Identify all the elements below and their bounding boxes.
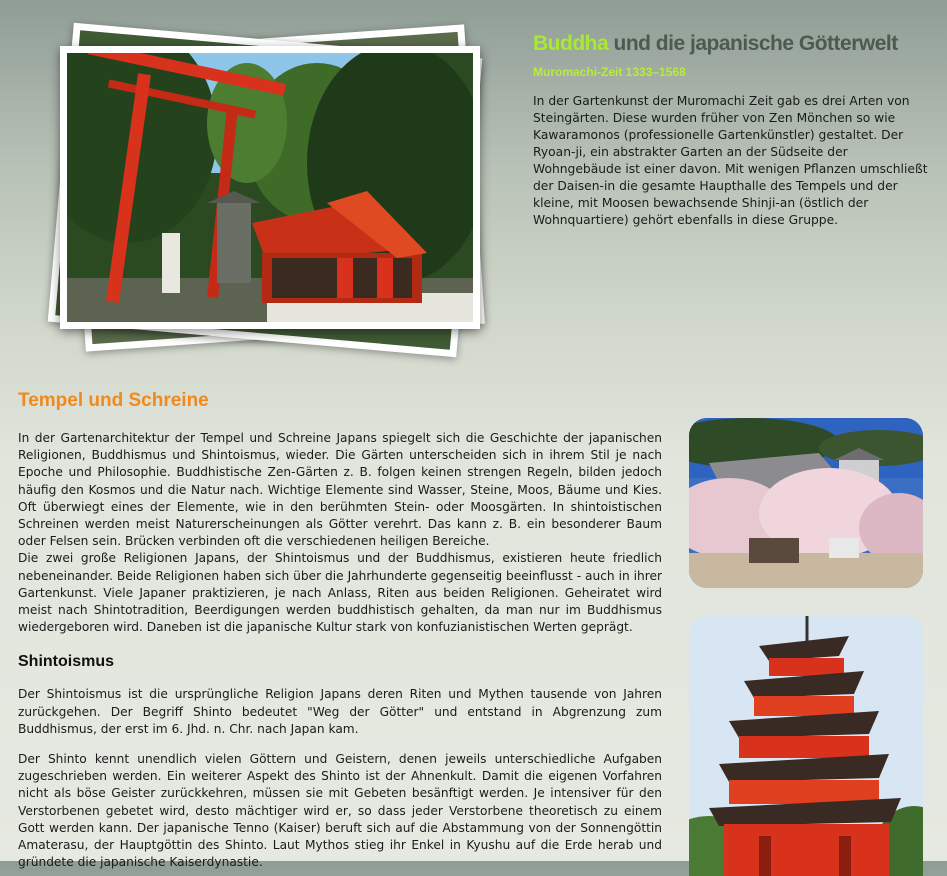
intro-title: [533, 32, 938, 56]
article-paragraph: Der Shinto kennt unendlich vielen Göttern und Geistern, denen jeweils unterschiedliche Aufgaben zugeschrieben werden. Ein weiterer Aspekt des Shinto ist der Ahnenkult. Damit die eigenen Vorfahren nicht als böse Geister zurückkehren, müssen sie mit Gebeten besänftigt werden. Je intensiver für den Verstorbenen gebetet wird, desto mächtiger wird er, so dass jeder Verstorbene theoretisch zu einem Gott werden kann. Der japanische Tenno (Kaiser) beruft sich auf die Abstammung von der Sonnengöttin Amaterasu, der Hauptgöttin des Shinto. Laut Mythos stieg ihr Enkel in Kyushu auf die Erde herab und gründete die japanische Kaiserdynastie.: [18, 752, 662, 870]
intro-title-accent: Buddha: [533, 32, 609, 55]
section-title: Tempel und Schreine: [18, 390, 209, 411]
article-body: [18, 430, 662, 871]
article-paragraph: Der Shintoismus ist die ursprüngliche Religion Japans deren Riten und Mythen tausende von Jahren zurückgehen. Der Begriff Shinto bedeutet "Weg der Götter" und entstand in Abgrenzung zum Buddhismus, der erst im 6. Jhd. n. Chr. nach Japan kam.: [18, 687, 662, 736]
torii-shrine-photo: [67, 53, 473, 322]
pagoda-photo: [689, 616, 923, 876]
subheading-shintoismus: Shintoismus: [18, 653, 115, 671]
article-paragraph: In der Gartenarchitektur der Tempel und Schreine Japans spiegelt sich die Geschichte der japanischen Religionen, Buddhismus und Shintoismus, wieder. Die Gärten unterscheiden sich in ihrem Stil je nach Epoche und Philosophie. Buddhistische Zen-Gärten z. B. folgen keinen strengen Regeln, bilden jedoch häufig den Kosmos und die Natur nach. Wichtige Elemente sind Wasser, Steine, Moos, Bäume und Kies. Oft überwiegt eines der Elemente, wie in den berühmten Stein- oder Moosgärten. In shintoistischen Schreinen werden meist Naturerscheinungen als Götter verehrt. Das kann z. B. ein besonderer Baum oder Felsen sein. Brücken verbinden oft die verschiedenen heiligen Bereiche.: [18, 431, 662, 549]
intro-block: [533, 32, 938, 229]
article-paragraph: Die zwei große Religionen Japans, der Shintoismus und der Buddhismus, existieren heute friedlich nebeneinander. Beide Religionen haben sich über die Jahrhunderte gegenseitig beeinflusst - auch in ihrer Gartenkunst. Viele Japaner praktizieren, je nach Anlass, Riten aus beiden Religionen. Geheiratet wird meist nach Shintotradition, Beerdigungen werden buddhistisch gehalten, da man nur im Buddhismus wiedergeboren wird. Daneben ist die japanische Kultur stark von konfuzianistischen Werten geprägt.: [18, 551, 662, 635]
intro-text: In der Gartenkunst der Muromachi Zeit gab es drei Arten von Steingärten. Diese wurden früher von Zen Mönchen so wie Kawaramonos (professionelle Gartenkünstler) gestaltet. Der Ryoan-ji, ein abstrakter Garten an der Südseite der Wohngebäude ist einer davon. Mit wenigen Pflanzen umschließt der Daisen-in die gesamte Haupthalle des Tempels und der kleine, mit Moosen bewachsende Shinji-an (östlich der Wohnquartiere) gehört ebenfalls in diese Gruppe.: [533, 94, 928, 227]
intro-title-rest: und die japanische Götterwelt: [608, 32, 898, 55]
intro-subtitle: Muromachi-Zeit 1333–1568: [533, 65, 686, 79]
cherry-blossom-temple-photo: [689, 418, 923, 588]
hero-photo-frame: [60, 46, 480, 329]
